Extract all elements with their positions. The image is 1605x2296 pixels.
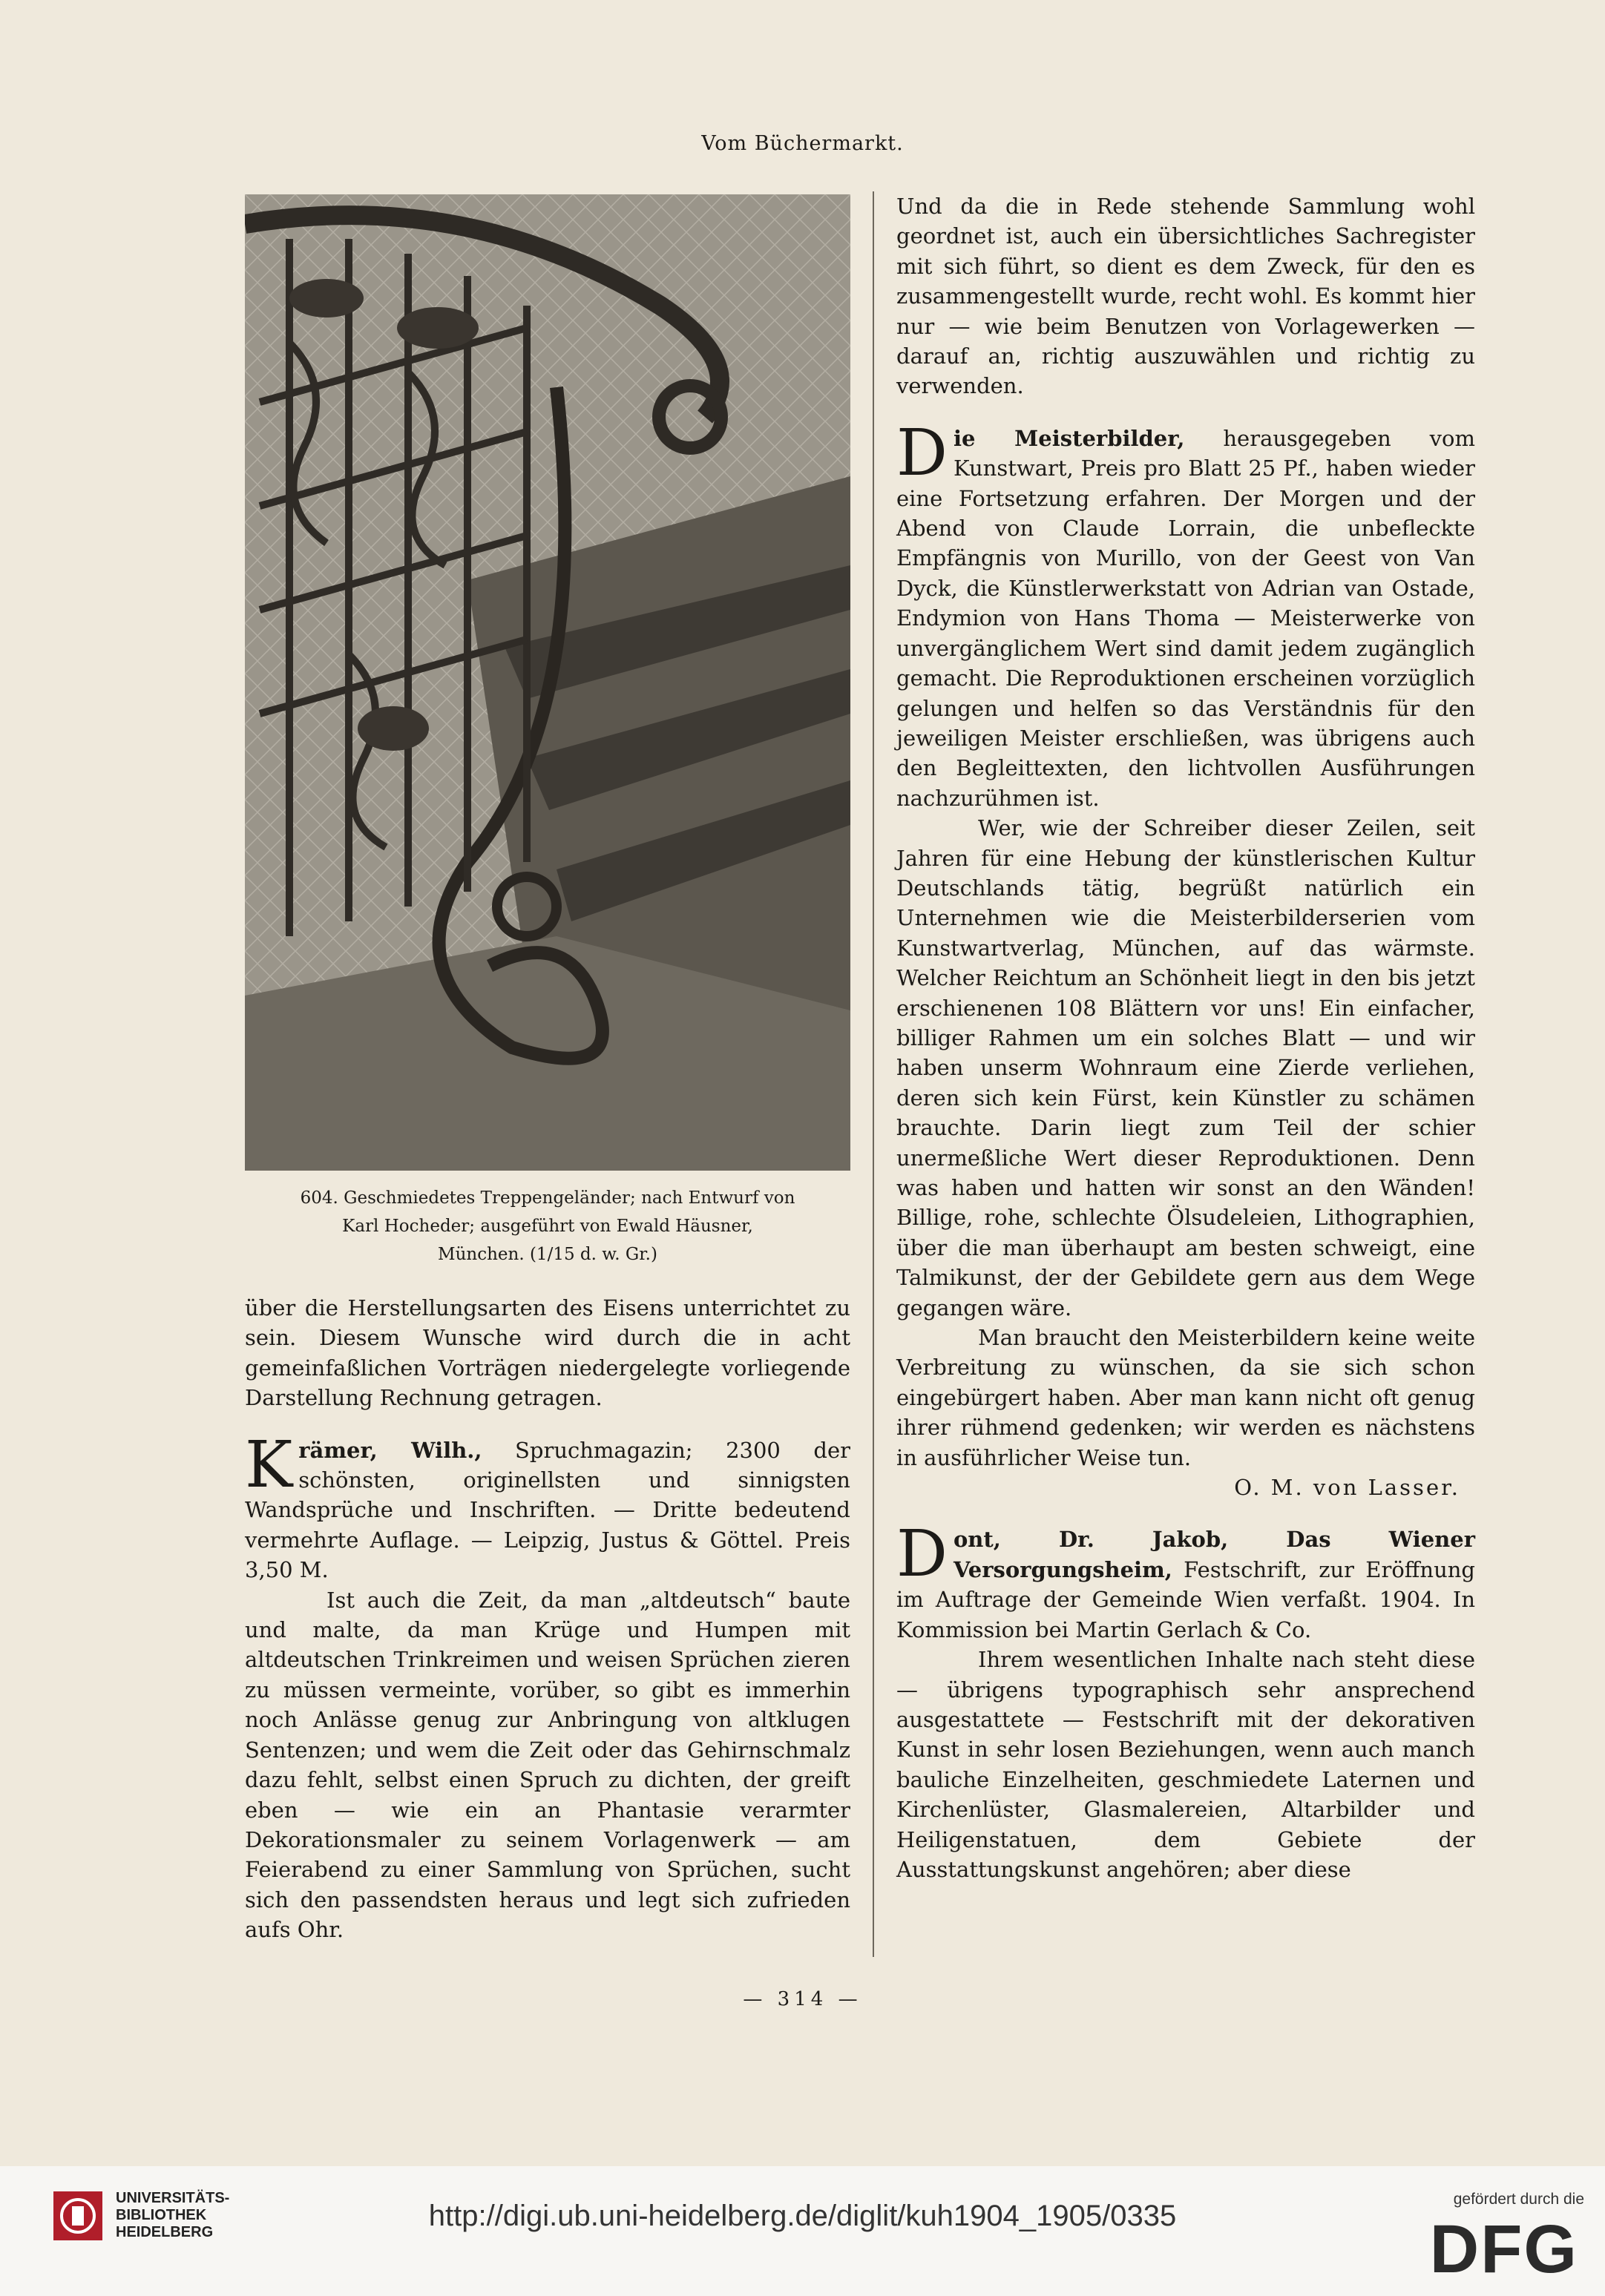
figure-caption [245, 1184, 850, 1269]
drop-cap: D [896, 1517, 948, 1592]
book-entry-dont [896, 1517, 1475, 1645]
funded-by-label: gefördert durch die [1453, 2191, 1584, 2208]
book-entry-meisterbilder [896, 415, 1475, 813]
caption-line: 604. Geschmiedetes Treppengeländer; nach Entwurf von [300, 1188, 795, 1208]
entry-text: herausgegeben vom Kunstwart, Preis pro Blatt 25 Pf., haben wieder eine Fortsetzung erfahren. Der Morgen und der Abend von Claude Lorrain, die unbefleckte Empfängnis von Murillo, von der Geest von Van Dyck, die Künstlerwerkstatt von Adrian van Ostade, Endymion von Hans Thoma — Meisterwerke von unvergänglichem Wert sind damit jedem zugänglich gemacht. Die Reproduktionen erscheinen vorzüglich gelungen und helfen so das Verständnis für den jeweiligen Meister erschließen, was übrigens auch den Begleittexten, den lichtvollen Ausführungen nachzurühmen ist. [896, 425, 1475, 811]
entry-text: Festschrift, zur Eröffnung im Auftrage der Gemeinde Wien verfaßt. 1904. In Kommission bei Martin Gerlach & Co. [896, 1556, 1475, 1642]
entry-heading: rämer, Wilh., [298, 1437, 482, 1463]
staircase-railing-photo [245, 194, 850, 1171]
dfg-logo[interactable]: DFG [1429, 2211, 1578, 2287]
entry-heading: ie Meisterbilder, [953, 425, 1185, 451]
right-column-text [896, 191, 1475, 1884]
author-signature: O. M. von Lasser. [1234, 1475, 1460, 1501]
paragraph: über die Herstellungsarten des Eisens unterrichtet zu sein. Diesem Wunsche wird durch die in acht gemeinfaßlichen Vorträgen niedergelegte vorliegende Darstellung Rechnung getragen. [245, 1295, 850, 1411]
caption-line: München. (1/15 d. w. Gr.) [438, 1245, 657, 1264]
paragraph: Und da die in Rede stehende Sammlung wohl geordnet ist, auch ein übersichtliches Sachregister mit sich führt, so dient es dem Zweck, für den es zusammengestellt wurde, recht wohl. Es kommt hier nur — wie beim Benutzen von Vorlagewerken — darauf an, richtig auszuwählen und richtig zu verwenden. [896, 194, 1475, 399]
page-number: — 314 — [743, 1988, 862, 2010]
paragraph: Wer, wie der Schreiber dieser Zeilen, seit Jahren für eine Hebung der künstlerischen Kultur Deutschlands tätig, begrüßt natürlich ein Unternehmen wie die Meisterbilderserien vom Kunstwartverlag, München, auf das wärmste. Welcher Reichtum an Schönheit liegt in den bis jetzt erschienenen 108 Blättern vor uns! Ein einfacher, billiger Rahmen um ein solches Blatt — und wir haben unserm Wohnraum eine Zierde verliehen, deren sich kein Fürst, kein Künstler zu schämen brauchte. Darin liegt zum Teil der schier unermeßliche Wert dieser Reproduktionen. Denn was haben und hatten wir sonst an den Wänden! Billige, rohe, schlechte Ölsudeleien, Lithographien, über die man überhaupt am besten schweigt, eine Talmikunst, der der Gebildete gern aus dem Wege gegangen wäre. [896, 815, 1475, 1320]
drop-cap: K [245, 1427, 293, 1502]
paragraph: Ist auch die Zeit, da man „altdeutsch“ baute und malte, da man Krüge und Humpen mit altdeutschen Trinkreimen und weisen Sprüchen zieren zu müssen vermeinte, vorüber, so gibt es immerhin noch Anlässe genug zur Anbringung von altklugen Sentenzen; und wem die Zeit oder das Gehirnschmalz dazu fehlt, selbst einen Spruch zu dichten, der greift eben — wie ein an Phantasie verarmter Dekorationsmaler zu seinem Vorlagenwerk — am Feierabend zu einer Sammlung von Sprüchen, sucht sich den passendsten heraus und legt sich zufrieden aufs Ohr. [245, 1587, 850, 1943]
institution-line: HEIDELBERG [116, 2224, 214, 2240]
drop-cap: D [896, 415, 948, 490]
running-header: Vom Büchermarkt. [701, 132, 904, 155]
paragraph: Ihrem wesentlichen Inhalte nach steht diese — übrigens typographisch sehr ansprechend ausgestattete — Festschrift mit der dekorativen Kunst in sehr losen Beziehungen, wenn auch manch bauliche Einzelheiten, geschmiedete Laternen und Kirchenlüster, Glasmalereien, Altarbilder und Heiligenstatuen, dem Gebiete der Ausstattungskunst angehören; aber diese [896, 1647, 1475, 1882]
institution-line: UNIVERSITÄTS- [116, 2190, 230, 2206]
permalink-url[interactable]: http://digi.ub.uni-heidelberg.de/diglit/kuh1904_1905/0335 [428, 2200, 1177, 2232]
caption-line: Karl Hocheder; ausgeführt von Ewald Häusner, [342, 1217, 753, 1236]
entry-heading: ont, Dr. Jakob, Das Wiener Versorgungsheim, [953, 1527, 1475, 1582]
book-entry-kraemer [245, 1427, 850, 1585]
institution-line: BIBLIOTHEK [116, 2207, 207, 2223]
paragraph: Man braucht den Meisterbildern keine weite Verbreitung zu wünschen, da sie sich schon eingebürgert haben. Aber man kann nicht oft genug ihrer rühmend gedenken; wir werden es nächstens in ausführlicher Weise tun. [896, 1325, 1475, 1470]
entry-text: Spruchmagazin; 2300 der schönsten, originellsten und sinnigsten Wandsprüche und Inschriften. — Dritte bedeutend vermehrte Auflage. — Leipzig, Justus & Göttel. Preis 3,50 M. [245, 1437, 850, 1583]
left-column-text [245, 1293, 850, 1945]
column-divider [873, 191, 874, 1957]
